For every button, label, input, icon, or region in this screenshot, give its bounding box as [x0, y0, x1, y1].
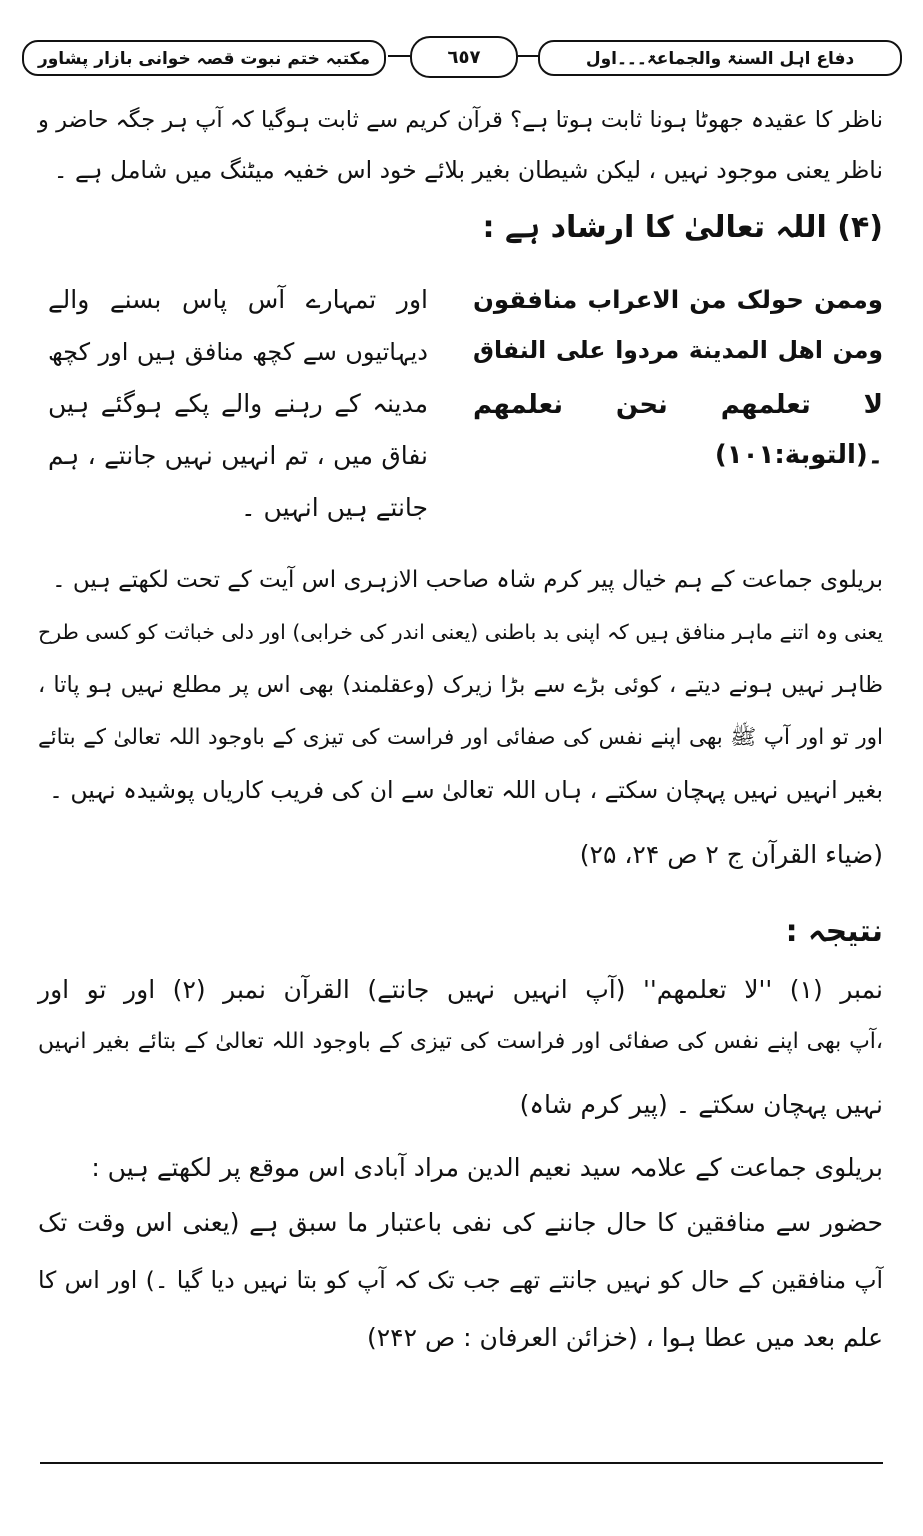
translation-line: جانتے ہیں انہیں ۔ — [240, 493, 428, 522]
verse-reference: ۔(التوبة:١٠١) — [714, 440, 883, 470]
translation-line: اور تمہارے آس پاس بسنے والے — [48, 285, 428, 314]
text-line: آپ منافقین کے حال کو نہیں جانتے تھے جب تک کہ آپ کو بتا نہیں دیا گیا ۔) اور اس کا — [38, 1266, 883, 1294]
text-line: ظاہر نہیں ہونے دیتے ، کوئی بڑے سے بڑا زیرک (وعقلمند) بھی اس پر مطلع نہیں ہو پاتا ، — [38, 672, 883, 698]
section-heading: (۴) اللہ تعالیٰ کا ارشاد ہے : — [482, 210, 883, 245]
footer-rule — [40, 1462, 883, 1464]
verse-arabic-line: لا تعلمهم نحن نعلمهم — [473, 390, 883, 420]
publisher-name: مکتبہ ختم نبوت قصہ خوانی بازار پشاور — [22, 40, 386, 76]
result-heading: نتیجہ : — [785, 914, 883, 949]
page-header — [22, 36, 902, 80]
translation-line: دیہاتیوں سے کچھ منافق ہیں اور کچھ — [48, 338, 428, 366]
text-line: یعنی وہ اتنے ماہر منافق ہیں کہ اپنی بد باطنی (یعنی اندر کی خرابی) اور دلی خباثت کو کسی طرح — [38, 620, 883, 644]
text-line: علم بعد میں عطا ہوا ، (خزائن العرفان : ص ۲۴۲) — [366, 1323, 883, 1352]
text-line: بریلوی جماعت کے ہم خیال پیر کرم شاہ صاحب الازہری اس آیت کے تحت لکھتے ہیں ۔ — [52, 567, 883, 593]
verse-arabic-line: ومن اهل المدينة مردوا علی النفاق — [473, 336, 883, 364]
translation-line: نفاق میں ، تم انہیں نہیں جانتے ، ہم — [48, 441, 428, 470]
page-number: ٦٥٧ — [410, 36, 518, 78]
text-line: حضور سے منافقین کا حال جاننے کی نفی باعتبار ما سبق ہے (یعنی اس وقت تک — [38, 1208, 883, 1237]
text-line: نمبر (۱) ''لا تعلمهم'' (آپ انہیں نہیں جانتے) القرآن نمبر (۲) اور تو اور — [38, 975, 884, 1004]
translation-line: مدینہ کے رہنے والے پکے ہوگئے ہیں — [48, 389, 428, 418]
text-line: ،آپ بھی اپنے نفس کی صفائی اور فراست کی تیزی کے باوجود اللہ تعالیٰ کے بتائے بغیر انہیں — [38, 1029, 883, 1054]
text-line: نہیں پہچان سکتے ۔ (پیر کرم شاہ) — [519, 1090, 883, 1119]
text-line: بریلوی جماعت کے علامہ سید نعیم الدین مراد آبادی اس موقع پر لکھتے ہیں : — [91, 1153, 883, 1182]
book-title: دفاع اہل السنۃ والجماعۃ۔۔۔اول — [538, 40, 902, 76]
text-line: اور تو اور آپ ﷺ بھی اپنے نفس کی صفائی اور فراست کی تیزی کے باوجود اللہ تعالیٰ کے بتائے — [38, 725, 883, 750]
text-line: ناظر کا عقیدہ جھوٹا ہونا ثابت ہوتا ہے؟ قرآن کریم سے ثابت ہوگیا کہ آپ ہر جگہ حاضر و — [38, 107, 883, 133]
text-line: بغیر انہیں نہیں پہچان سکتے ، ہاں اللہ تعالیٰ سے ان کی فریب کاریاں پوشیدہ نہیں ۔ — [49, 776, 883, 804]
citation: (ضیاء القرآن ج ۲ ص ۲۴، ۲۵) — [579, 840, 883, 869]
verse-arabic-line: وممن حولک من الاعراب منافقون — [473, 285, 883, 314]
text-line: ناظر یعنی موجود نہیں ، لیکن شیطان بغیر بلائے خود اس خفیہ میٹنگ میں شامل ہے ۔ — [53, 156, 883, 184]
